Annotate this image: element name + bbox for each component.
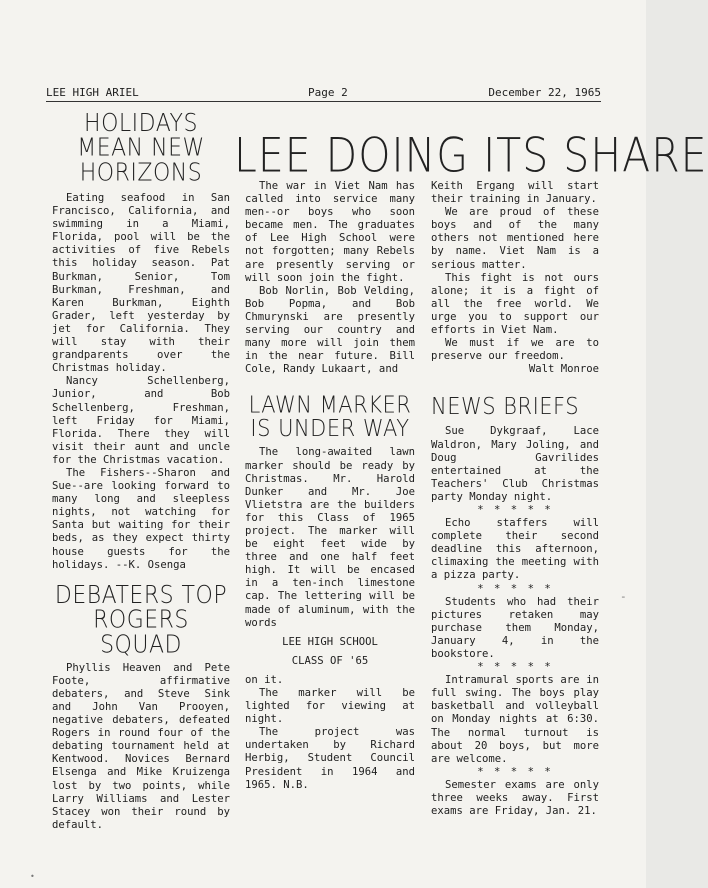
lawn-marker-inscription: LEE HIGH SCHOOL	[282, 635, 378, 648]
news-briefs-headline: NEWS BRIEFS	[431, 392, 580, 420]
lawn-marker-paragraph: The project was undertaken by Richard Herbig, Student Council President in 1964 and 1965. N.B.	[245, 726, 415, 791]
holidays-paragraph: Nancy Schellenberg, Junior, and Bob Schellenberg, Freshman, left Friday for Miami, Florida. There they will visit their aunt and uncle for the Christmas vacation.	[52, 375, 230, 466]
lee-doing-headline: LEE DOING ITS SHARE	[234, 128, 708, 184]
separator-stars: * * * * *	[477, 503, 553, 516]
debaters-headline: DEBATERS TOP ROGERS SQUAD	[54, 581, 228, 659]
news-brief-item: Semester exams are only three weeks away. First exams are Friday, Jan. 21.	[431, 778, 599, 818]
lawn-marker-inscription: CLASS OF '65	[291, 654, 369, 667]
paper-name: LEE HIGH ARIEL	[46, 86, 139, 99]
lee-doing-paragraph: We are proud of these boys and of the many others not mentioned here by name. Viet Nam is a serious matter.	[431, 206, 599, 271]
news-brief-item: Sue Dykgraaf, Lace Waldron, Mary Joling, and Doug Gavrilides entertained at the Teachers' Club Christmas party Monday night.	[431, 425, 599, 503]
separator-stars: * * * * *	[477, 661, 553, 674]
news-brief-item: Students who had their pictures retaken may purchase them Monday, January 4, in the bookstore.	[431, 595, 599, 660]
lawn-marker-headline: LAWN MARKER IS UNDER WAY	[248, 391, 412, 443]
separator-stars: * * * * *	[477, 765, 553, 778]
page-number: Page 2	[308, 86, 348, 99]
page-header	[46, 82, 601, 102]
lee-doing-paragraph: Bob Norlin, Bob Velding, Bob Popma, and Bob Chmurynski are presently serving our country and many more will join them in the near future. Bill Cole, Randy Lukaart, and	[245, 284, 415, 376]
lawn-marker-paragraph: The marker will be lighted for viewing at night.	[245, 687, 415, 726]
lawn-marker-paragraph: The long-awaited lawn marker should be ready by Christmas. Mr. Harold Dunker and Mr. Joe Vlietstra are the builders for this Class of 1965 project. The marker will be eight feet wide by three and one half feet high. It will be encased in a ten-inch limestone cap. The lettering will be made of aluminum, with the words	[245, 446, 415, 629]
lee-doing-paragraph: This fight is not ours alone; it is a fight of all the free world. We urge you to support our efforts in Viet Nam.	[431, 271, 599, 337]
margin-dot: •	[30, 872, 35, 881]
news-brief-item: Intramural sports are in full swing. The boys play basketball and volleyball on Monday nights at 6:30. The normal turnout is about 20 boys, but more are welcome.	[431, 674, 599, 765]
column-middle	[245, 180, 415, 792]
debaters-paragraph: Phyllis Heaven and Pete Foote, affirmative debaters, and Steve Sink and John Van Prooyen, negative debaters, defeated Rogers in round four of the debating tournament held at Kentwood. Novices Bernard Elsenga and Mike Kruizenga lost by two points, while Larry Williams and Lester Stacey won their round by default.	[52, 661, 230, 831]
lee-doing-paragraph: We must if we are to preserve our freedom.	[431, 337, 599, 363]
separator-stars: * * * * *	[477, 582, 553, 595]
lee-doing-signature: Walt Monroe	[528, 363, 599, 376]
column-right	[431, 180, 599, 818]
lawn-marker-paragraph: on it.	[245, 673, 284, 686]
holidays-headline: HOLIDAYS MEAN NEW HORIZONS	[77, 109, 205, 188]
news-brief-item: Echo staffers will complete their second deadline this afternoon, climaxing the meeting with a pizza party.	[431, 517, 599, 582]
column-left	[52, 109, 230, 832]
issue-date: December 22, 1965	[488, 86, 601, 99]
lee-doing-paragraph: The war in Viet Nam has called into service many men--or boys who soon became men. The graduates of Lee High School were not forgotten; many Rebels are presently serving or will soon join the fight.	[245, 180, 415, 284]
lee-doing-paragraph: Keith Ergang will start their training in January.	[431, 180, 599, 206]
header-rule	[46, 101, 601, 102]
holidays-paragraph: The Fishers--Sharon and Sue--are looking forward to many long and sleepless nights, not watching for Santa but waiting for their beds, as they expect thirty house guests for the holidays. --K. Osenga	[52, 466, 230, 571]
margin-mark: -	[620, 590, 627, 603]
holidays-paragraph: Eating seafood in San Francisco, California, and swimming in a Miami, Florida, pool will be the activities of five Rebels this holiday season. Pat Burkman, Senior, Tom Burkman, Freshman, and Karen Burkman, Eighth Grader, left yesterday by jet for California. They will stay with their grandparents over the Christmas holiday.	[52, 192, 230, 375]
